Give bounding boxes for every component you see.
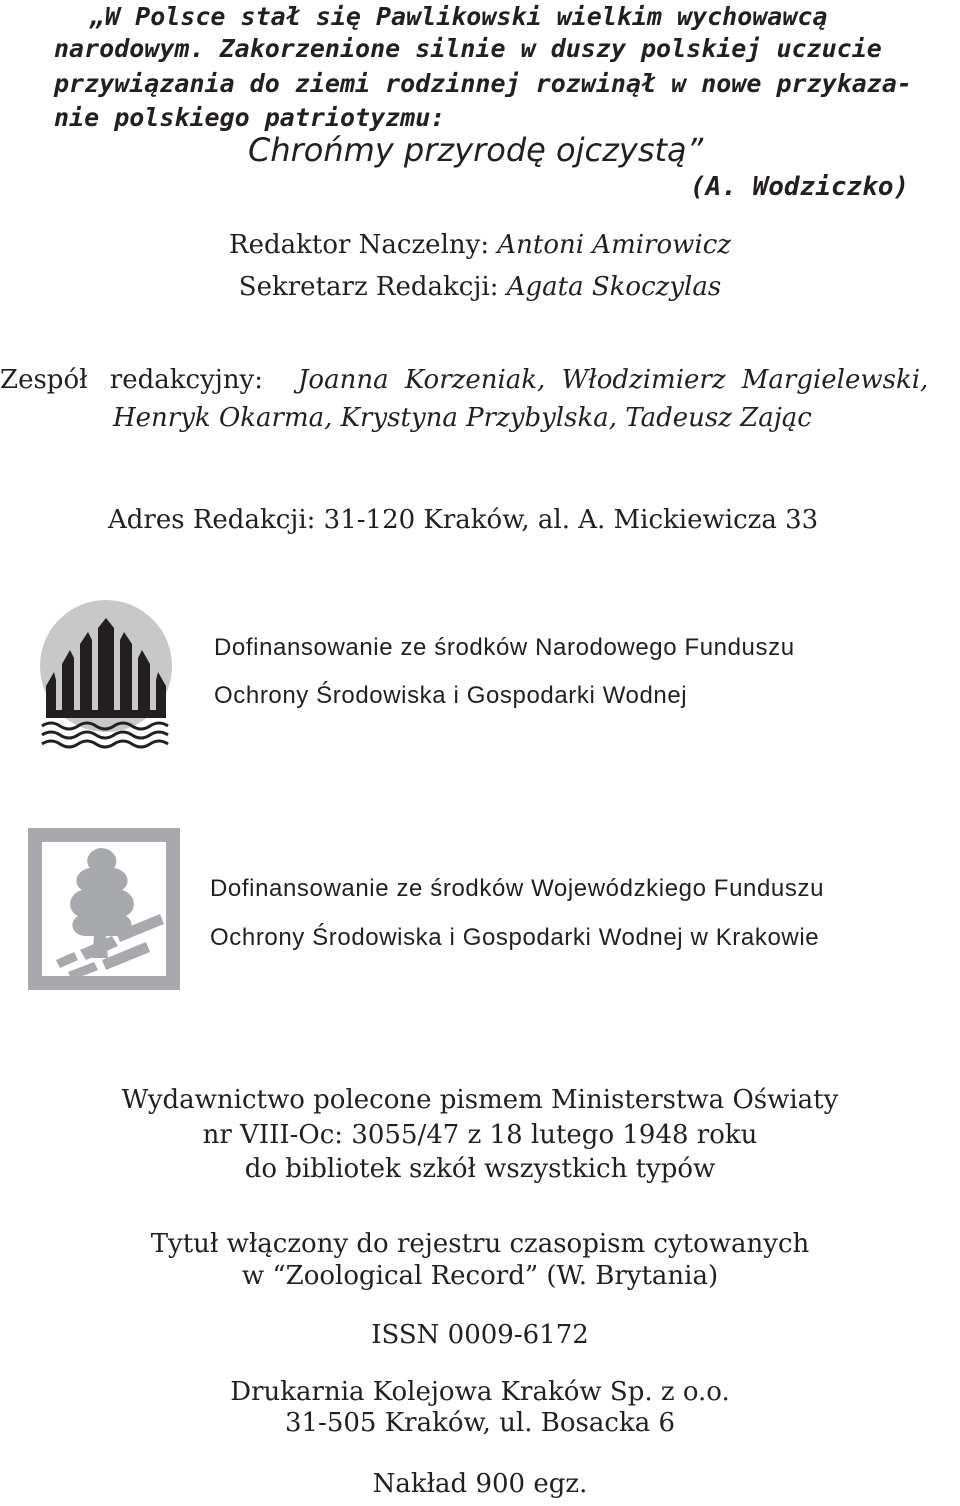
issn: ISSN 0009-6172 xyxy=(371,1320,589,1350)
editor-in-chief-label: Redaktor Naczelny: xyxy=(229,230,490,260)
wfosigw-tree-logo-icon xyxy=(28,828,180,990)
editorial-team-line-2 xyxy=(113,403,812,433)
circulation: Nakład 900 egz. xyxy=(372,1469,588,1499)
editorial-team-line-1 xyxy=(298,365,928,395)
registry-line-1: Tytuł włączony do rejestru czasopism cytowanych xyxy=(150,1229,810,1259)
editor-in-chief-name: Antoni Amirowicz xyxy=(497,230,731,260)
quote-line-4: nie polskiego patriotyzmu: xyxy=(54,103,446,132)
editorial-secretary-label: Sekretarz Redakcji: xyxy=(238,272,499,302)
funding-2-line-1: Dofinansowanie ze środków Wojewódzkiego Funduszu xyxy=(210,875,825,902)
registry-line-2: w “Zoological Record” (W. Brytania) xyxy=(241,1261,719,1291)
printer-line-1: Drukarnia Kolejowa Kraków Sp. z o.o. xyxy=(230,1377,730,1407)
ministry-line-1: Wydawnictwo polecone pismem Ministerstwa Oświaty xyxy=(121,1085,839,1115)
quote-line-3: przywiązania do ziemi rodzinnej rozwinął w nowe przykaza- xyxy=(54,69,912,98)
editorial-secretary xyxy=(0,272,960,302)
editorial-secretary-name: Agata Skoczylas xyxy=(506,272,722,302)
editorial-team-names-1: Joanna Korzeniak, Włodzimierz Margielewski, xyxy=(298,365,929,395)
funding-1-line-1: Dofinansowanie ze środków Narodowego Funduszu xyxy=(214,634,795,661)
printer-line-2: 31-505 Kraków, ul. Bosacka 6 xyxy=(284,1408,676,1438)
quote-line-2: narodowym. Zakorzenione silnie w duszy polskiej uczucie xyxy=(54,34,882,63)
editorial-team-names-2: Henryk Okarma, Krystyna Przybylska, Tadeusz Zając xyxy=(113,403,812,433)
funding-1-line-2: Ochrony Środowiska i Gospodarki Wodnej xyxy=(214,682,688,709)
nfosigw-logo-svg xyxy=(40,598,172,750)
quote-motto: Chrońmy przyrodę ojczystą” xyxy=(248,131,704,169)
ministry-line-3: do bibliotek szkół wszystkich typów xyxy=(244,1154,716,1184)
ministry-line-2: nr VIII-Oc: 3055/47 z 18 lutego 1948 roku xyxy=(202,1120,758,1150)
funding-2-line-2: Ochrony Środowiska i Gospodarki Wodnej w Krakowie xyxy=(210,924,820,951)
wfosigw-logo-svg xyxy=(28,828,180,990)
quote-author: (A. Wodziczko) xyxy=(690,172,910,202)
quote-line-1: „W Polsce stał się Pawlikowski wielkim wychowawcą xyxy=(90,2,828,31)
editorial-address: Adres Redakcji: 31-120 Kraków, al. A. Mickiewicza 33 xyxy=(108,505,819,535)
editorial-team-label: Zespół redakcyjny: xyxy=(0,365,264,395)
nfosigw-logo-icon xyxy=(40,598,172,750)
editor-in-chief xyxy=(0,230,960,260)
